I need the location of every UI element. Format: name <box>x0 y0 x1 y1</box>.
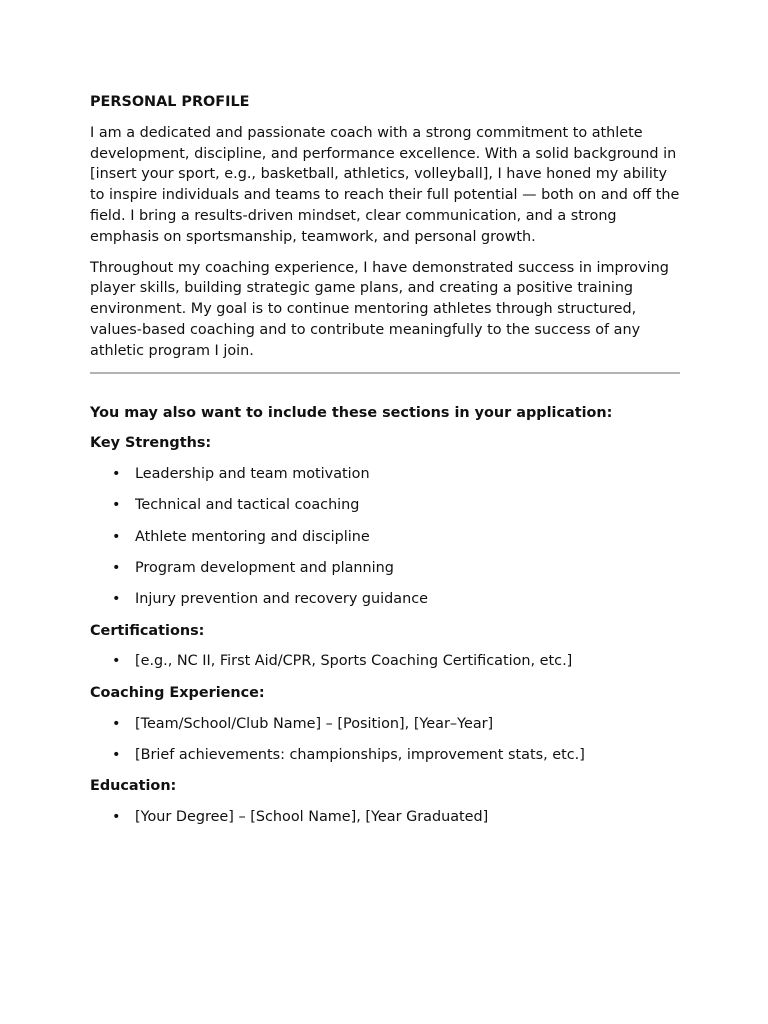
list-item-text: Technical and tactical coaching <box>135 497 360 514</box>
list-item-text: [e.g., NC II, First Aid/CPR, Sports Coaching Certification, etc.] <box>135 653 573 670</box>
section-title-education: Education: <box>90 778 177 795</box>
list-item-text: [Brief achievements: championships, improvement stats, etc.] <box>135 746 585 763</box>
profile-heading: PERSONAL PROFILE <box>90 94 250 110</box>
list-item-text: Leadership and team motivation <box>135 466 370 483</box>
bullet-icon: • <box>112 497 121 514</box>
list-item <box>90 495 680 516</box>
list-item <box>90 745 680 766</box>
list-item-text: [Team/School/Club Name] – [Position], [Year–Year] <box>135 715 494 732</box>
list-item-text: [Your Degree] – [School Name], [Year Graduated] <box>135 808 489 825</box>
key-strengths-list <box>90 464 680 610</box>
coaching-experience-list <box>90 714 680 766</box>
bullet-icon: • <box>112 808 121 825</box>
list-item <box>90 464 680 485</box>
section-title-certifications: Certifications: <box>90 622 205 639</box>
bullet-icon: • <box>112 466 121 483</box>
profile-paragraph: I am a dedicated and passionate coach with a strong commitment to athlete development, discipline, and performance excellence. With a solid background in [insert your sport, e.g., basketball, athletics, volleyball], I have honed my ability to inspire individuals and teams to reach their full potential — both on and off the field. I bring a results-driven mindset, clear communication, and a strong emphasis on sportsmanship, teamwork, and personal growth. <box>90 124 680 245</box>
section-title-coaching-experience: Coaching Experience: <box>90 684 265 701</box>
document-content <box>90 92 680 838</box>
list-item-text: Athlete mentoring and discipline <box>135 528 370 545</box>
bullet-icon: • <box>112 653 121 670</box>
bullet-icon: • <box>112 528 121 545</box>
profile-paragraph: Throughout my coaching experience, I have demonstrated success in improving player skills, building strategic game plans, and creating a positive training environment. My goal is to continue mentoring athletes through structured, values-based coaching and to contribute meaningfully to the success of any athletic program I join. <box>90 259 669 359</box>
list-item-text: Injury prevention and recovery guidance <box>135 591 428 608</box>
list-item <box>90 714 680 735</box>
sections-intro: You may also want to include these sections in your application: <box>90 404 613 421</box>
bullet-icon: • <box>112 560 121 577</box>
list-item <box>90 651 680 672</box>
bullet-icon: • <box>112 746 121 763</box>
bullet-icon: • <box>112 715 121 732</box>
bullet-icon: • <box>112 591 121 608</box>
horizontal-divider <box>90 372 680 374</box>
list-item <box>90 558 680 579</box>
list-item <box>90 527 680 548</box>
list-item <box>90 807 680 828</box>
list-item-text: Program development and planning <box>135 560 394 577</box>
certifications-list <box>90 651 680 672</box>
education-list <box>90 807 680 828</box>
list-item <box>90 589 680 610</box>
section-title-key-strengths: Key Strengths: <box>90 435 212 452</box>
